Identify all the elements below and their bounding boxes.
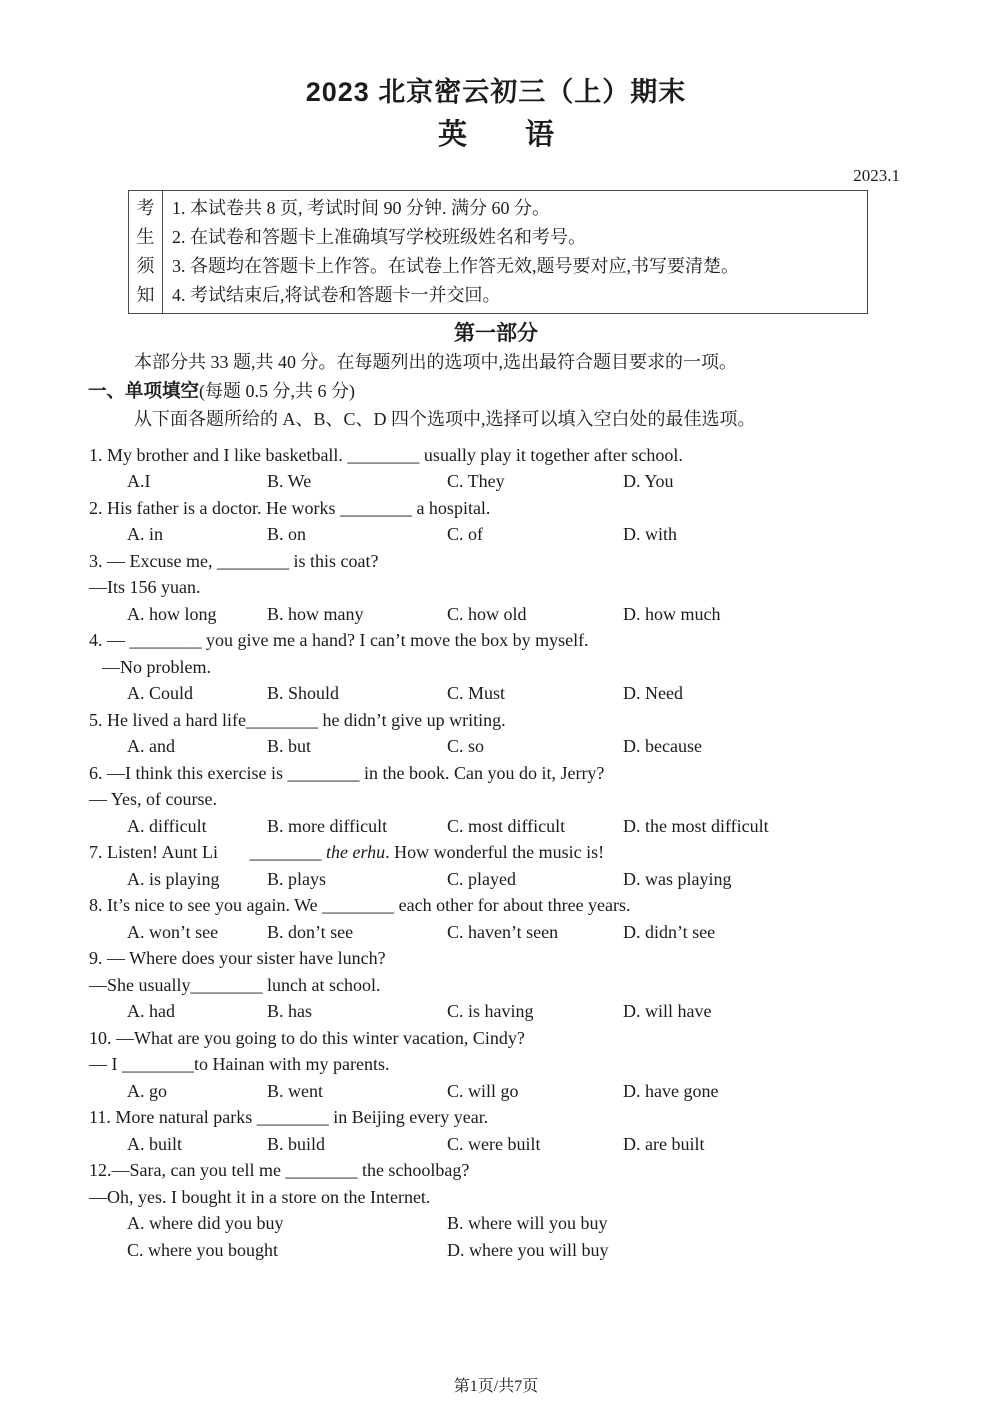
italic-text: the erhu (326, 842, 386, 862)
question-text: — Yes, of course. (89, 789, 217, 809)
question-text: 2. His father is a doctor. He works ________ a hospital. (89, 497, 491, 518)
option: D. have gone (623, 1080, 719, 1101)
question-line (0, 1104, 992, 1131)
notice-item: 1. 本试卷共 8 页, 考试时间 90 分钟. 满分 60 分。 (172, 198, 550, 218)
option: B. how many (267, 603, 364, 624)
question-line (0, 707, 992, 734)
option: D. will have (623, 1001, 712, 1021)
question-line (0, 786, 992, 813)
option: B. Should (267, 683, 340, 703)
question-text: — I ________to Hainan with my parents. (89, 1054, 390, 1074)
option: C. will go (447, 1080, 519, 1101)
option: D. Need (623, 683, 683, 703)
option: C. is having (447, 1001, 534, 1021)
question-line (0, 442, 992, 469)
question-line (0, 574, 992, 601)
question-text: —No problem. (102, 656, 211, 677)
options-row (0, 998, 992, 1025)
option: C. played (447, 868, 516, 889)
option: C. Must (447, 683, 506, 703)
options-row (0, 1131, 992, 1158)
question-line (0, 1025, 992, 1052)
option: A. had (127, 1001, 175, 1021)
option: C. haven’t seen (447, 921, 559, 942)
question-text: 1. My brother and I like basketball. ________ usually play it together after school. (89, 444, 683, 465)
options-row (0, 866, 992, 893)
option: D. because (623, 736, 702, 756)
options-row (0, 521, 992, 548)
option: A. built (127, 1133, 183, 1154)
question-text: 10. —What are you going to do this winter vacation, Cindy? (89, 1027, 525, 1048)
questions (0, 442, 992, 1264)
options-row (0, 1078, 992, 1105)
part1-intro: 本部分共 33 题,共 40 分。在每题列出的选项中,选出最符合题目要求的一项。 (134, 352, 737, 372)
option: B. went (267, 1080, 323, 1101)
option: C. They (447, 471, 505, 491)
part1-heading: 第一部分 (454, 322, 538, 345)
option: D. You (623, 471, 674, 491)
option: A. how long (127, 603, 217, 624)
options-row (0, 1237, 992, 1264)
notice-items (163, 191, 743, 313)
section1-label: 一、单项填空 (88, 379, 200, 401)
question-text: 12.—Sara, can you tell me ________ the schoolbag? (89, 1160, 470, 1180)
option: C. where you bought (127, 1239, 278, 1260)
option: A. is playing (127, 868, 220, 889)
subject-title: 英 语 (437, 119, 554, 151)
option: A.I (127, 471, 151, 491)
exam-date: 2023.1 (853, 166, 900, 185)
option: A. won’t see (127, 921, 219, 942)
option: A. where did you buy (127, 1213, 284, 1233)
notice-item: 2. 在试卷和答题卡上准确填写学校班级姓名和考号。 (172, 227, 586, 247)
option: B. on (267, 524, 307, 544)
question-text: 5. He lived a hard life________ he didn’t give up writing. (89, 709, 506, 730)
option: B. We (267, 471, 312, 491)
section1-instruction: 从下面各题所给的 A、B、C、D 四个选项中,选择可以填入空白处的最佳选项。 (134, 409, 756, 429)
notice-side-char: 生 (136, 227, 155, 247)
options-row (0, 680, 992, 707)
option: C. most difficult (447, 815, 566, 836)
options-row (0, 919, 992, 946)
question-line (0, 627, 992, 654)
page-footer: 第1页/共7页 (453, 1378, 539, 1395)
question-text: 7. Listen! Aunt Li ________ (89, 842, 326, 862)
option: D. with (623, 524, 677, 544)
question-line (0, 972, 992, 999)
question-text: —She usually________ lunch at school. (89, 974, 381, 995)
option: A. Could (127, 683, 194, 703)
notice-side-char: 知 (136, 285, 155, 305)
option: C. of (447, 524, 483, 544)
section1-note: (每题 0.5 分,共 6 分) (199, 380, 356, 401)
option: B. build (267, 1133, 326, 1154)
question-text: —Its 156 yuan. (89, 577, 201, 597)
option: C. were built (447, 1133, 541, 1154)
option: D. was playing (623, 868, 732, 889)
question-text: . How wonderful the music is! (385, 842, 605, 862)
section1-heading (0, 377, 992, 406)
options-row (0, 1210, 992, 1237)
option: D. didn’t see (623, 921, 716, 942)
question-line (0, 892, 992, 919)
options-row (0, 813, 992, 840)
option: A. difficult (127, 815, 207, 836)
notice-item: 3. 各题均在答题卡上作答。在试卷上作答无效,题号要对应,书写要清楚。 (172, 256, 739, 276)
question-text: 4. — ________ you give me a hand? I can’t move the box by myself. (89, 630, 589, 650)
question-line (0, 495, 992, 522)
option: B. more difficult (267, 815, 388, 836)
option: C. how old (447, 603, 527, 624)
question-line (0, 1051, 992, 1078)
option: C. so (447, 736, 485, 756)
question-line (0, 839, 992, 866)
question-line (0, 945, 992, 972)
question-line (0, 1184, 992, 1211)
notice-side-char: 考 (136, 198, 155, 218)
question-text: 8. It’s nice to see you again. We ________ each other for about three years. (89, 895, 631, 915)
question-line (0, 760, 992, 787)
option: A. and (127, 736, 175, 756)
question-text: —Oh, yes. I bought it in a store on the Internet. (89, 1186, 431, 1207)
option: D. the most difficult (623, 815, 769, 836)
page-title: 2023 北京密云初三（上）期末 (305, 77, 687, 107)
options-row (0, 601, 992, 628)
option: B. plays (267, 868, 327, 889)
option: A. go (127, 1080, 167, 1101)
option: D. where you will buy (447, 1239, 609, 1260)
option: B. don’t see (267, 921, 354, 942)
question-line (0, 654, 992, 681)
options-row (0, 468, 992, 495)
options-row (0, 733, 992, 760)
question-line (0, 1157, 992, 1184)
option: B. but (267, 736, 312, 756)
question-line (0, 548, 992, 575)
question-text: 6. —I think this exercise is ________ in the book. Can you do it, Jerry? (89, 762, 605, 783)
notice-side-char: 须 (136, 256, 155, 276)
notice-side-label (129, 191, 163, 313)
option: B. where will you buy (447, 1213, 608, 1233)
option: D. how much (623, 603, 721, 624)
question-text: 11. More natural parks ________ in Beijing every year. (89, 1107, 489, 1127)
candidate-notice-box (128, 190, 868, 314)
option: B. has (267, 1001, 312, 1021)
question-text: 3. — Excuse me, ________ is this coat? (89, 550, 379, 571)
option: D. are built (623, 1133, 705, 1154)
question-text: 9. — Where does your sister have lunch? (89, 948, 386, 968)
notice-item: 4. 考试结束后,将试卷和答题卡一并交回。 (172, 285, 501, 305)
option: A. in (127, 524, 163, 544)
